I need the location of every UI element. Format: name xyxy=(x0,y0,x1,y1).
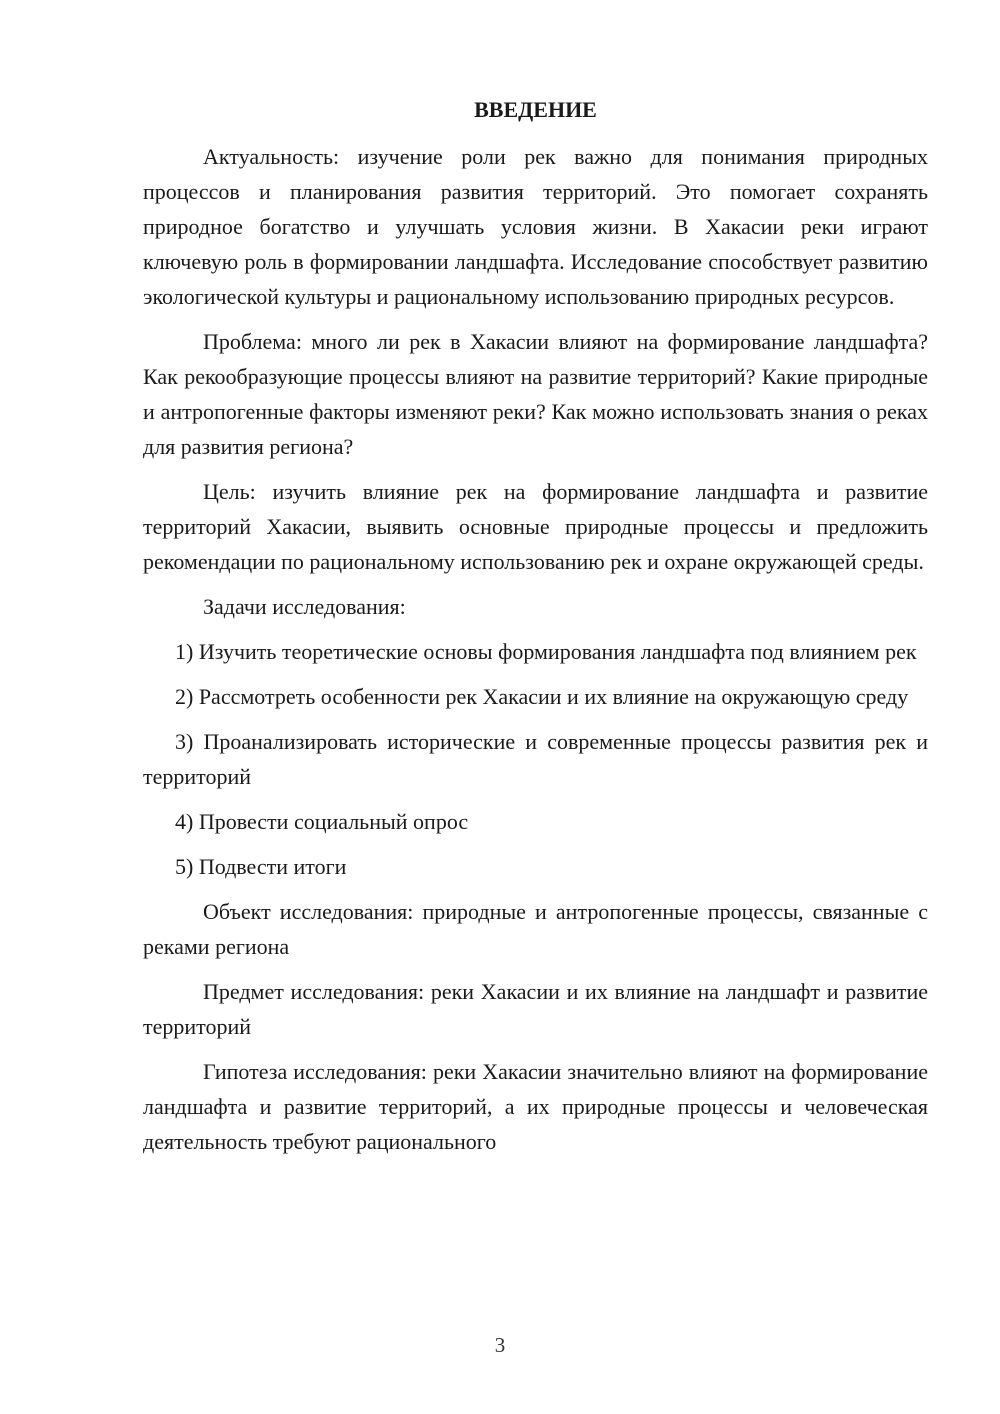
tasks-heading: Задачи исследования: xyxy=(203,594,406,619)
task-item-4: 4) Провести социальный опрос xyxy=(175,809,469,834)
task-item-1: 1) Изучить теоретические основы формирования ландшафта под влиянием рек xyxy=(175,639,917,664)
task-item-5: 5) Подвести итоги xyxy=(175,854,347,879)
goal-paragraph: Цель: изучить влияние рек на формирование ландшафта и развитие территорий Хакасии, выявить основные природные процессы и предложить рекомендации по рациональному использованию рек и охране окружающей среды. xyxy=(143,479,928,574)
task-item-2: 2) Рассмотреть особенности рек Хакасии и их влияние на окружающую среду xyxy=(175,684,909,709)
object-paragraph: Объект исследования: природные и антропогенные процессы, связанные с реками региона xyxy=(143,899,928,959)
relevance-paragraph: Актуальность: изучение роли рек важно для понимания природных процессов и планирования развития территорий. Это помогает сохранять природное богатство и улучшать условия жизни. В Хакасии реки играют ключевую роль в формировании ландшафта. Исследование способствует развитию экологической культуры и рациональному использованию природных ресурсов. xyxy=(143,144,928,309)
page-number: 3 xyxy=(494,1333,506,1357)
subject-paragraph: Предмет исследования: реки Хакасии и их влияние на ландшафт и развитие территорий xyxy=(143,979,928,1039)
task-item-3: 3) Проанализировать исторические и современные процессы развития рек и территорий xyxy=(143,729,928,789)
hypothesis-paragraph: Гипотеза исследования: реки Хакасии значительно влияют на формирование ландшафта и развитие территорий, а их природные процессы и человеческая деятельность требуют рационального xyxy=(143,1059,928,1154)
document-page xyxy=(143,95,928,1169)
problem-paragraph: Проблема: много ли рек в Хакасии влияют на формирование ландшафта? Как рекообразующие процессы влияют на развитие территорий? Какие природные и антропогенные факторы изменяют реки? Как можно использовать знания о реках для развития региона? xyxy=(143,329,928,459)
section-title: ВВЕДЕНИЕ xyxy=(474,97,597,122)
